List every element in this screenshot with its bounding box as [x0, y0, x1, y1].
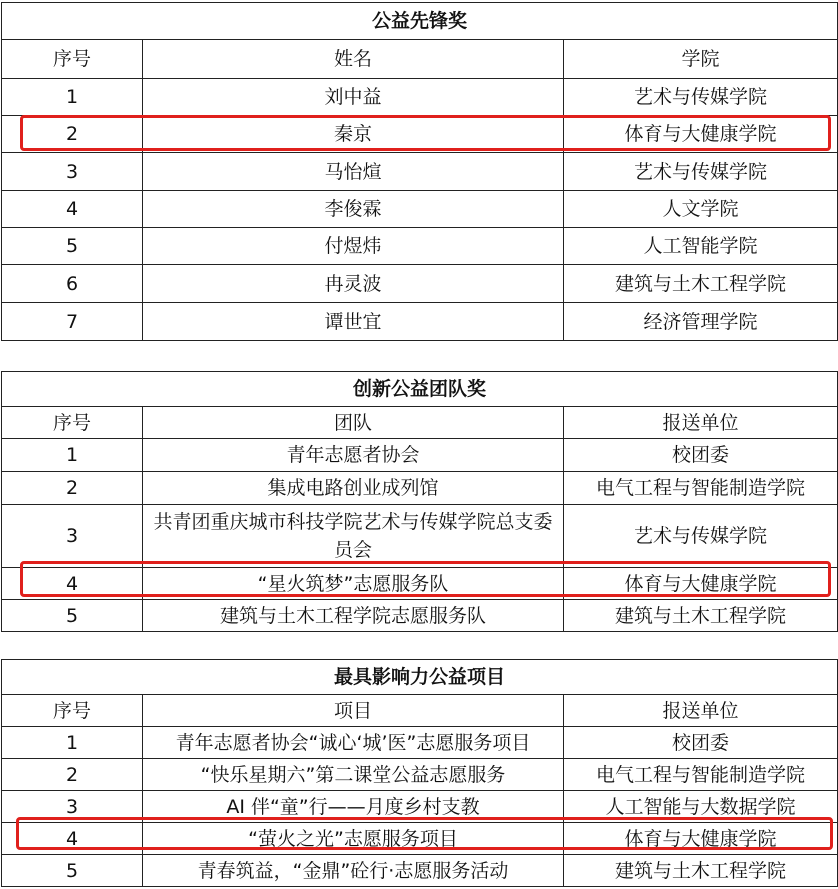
- table-cell: 艺术与传媒学院: [564, 153, 838, 191]
- column-header: 学院: [564, 40, 838, 79]
- table-row: [2, 505, 838, 568]
- table-cell: 7: [2, 303, 143, 341]
- table-cell: 秦京: [143, 116, 564, 153]
- column-header: 报送单位: [564, 695, 838, 727]
- table-cell: 马怡煊: [143, 153, 564, 191]
- table-cell: 3: [2, 153, 143, 191]
- table-cell: “快乐星期六”第二课堂公益志愿服务: [143, 759, 564, 791]
- table-title: 最具影响力公益项目: [2, 660, 838, 695]
- table-cell: 4: [2, 568, 143, 600]
- table-cell: 2: [2, 472, 143, 505]
- award-table-innovation-team: [1, 371, 838, 632]
- column-header: 团队: [143, 407, 564, 439]
- table-cell: 建筑与土木工程学院: [564, 265, 838, 303]
- table-row: [2, 265, 838, 303]
- table-cell: 6: [2, 265, 143, 303]
- table-row: [2, 191, 838, 228]
- table-cell: 人工智能学院: [564, 228, 838, 265]
- table-cell: 付煜炜: [143, 228, 564, 265]
- table-row: [2, 472, 838, 505]
- column-header: 报送单位: [564, 407, 838, 439]
- table-row: [2, 228, 838, 265]
- table-title: 公益先锋奖: [2, 3, 838, 40]
- column-header: 序号: [2, 407, 143, 439]
- table-title: 创新公益团队奖: [2, 372, 838, 407]
- table-cell: “星火筑梦”志愿服务队: [143, 568, 564, 600]
- table-cell: 校团委: [564, 439, 838, 472]
- table-cell: 青年志愿者协会“诚心‘城’医”志愿服务项目: [143, 727, 564, 759]
- table-row: [2, 568, 838, 600]
- table-cell: “萤火之光”志愿服务项目: [143, 823, 564, 855]
- table-cell: 电气工程与智能制造学院: [564, 472, 838, 505]
- table-cell: 电气工程与智能制造学院: [564, 759, 838, 791]
- table-cell: 冉灵波: [143, 265, 564, 303]
- table-cell: 5: [2, 855, 143, 887]
- table-cell: 3: [2, 505, 143, 568]
- table-row: [2, 855, 838, 887]
- table-cell: 5: [2, 228, 143, 265]
- table-cell: 艺术与传媒学院: [564, 505, 838, 568]
- award-table-influential-project: [1, 659, 838, 887]
- table-cell: 谭世宜: [143, 303, 564, 341]
- table-cell: 2: [2, 759, 143, 791]
- table-cell: 建筑与土木工程学院志愿服务队: [143, 600, 564, 632]
- table-cell: 体育与大健康学院: [564, 823, 838, 855]
- table-row: [2, 116, 838, 153]
- table-cell: 共青团重庆城市科技学院艺术与传媒学院总支委员会: [143, 505, 564, 568]
- table-cell: AI 伴“童”行——月度乡村支教: [143, 791, 564, 823]
- table-cell: 1: [2, 727, 143, 759]
- table-cell: 刘中益: [143, 79, 564, 116]
- table-cell: 经济管理学院: [564, 303, 838, 341]
- column-header: 姓名: [143, 40, 564, 79]
- table-row: [2, 303, 838, 341]
- table-cell: 李俊霖: [143, 191, 564, 228]
- table-row: [2, 600, 838, 632]
- table-cell: 人文学院: [564, 191, 838, 228]
- table-cell: 校团委: [564, 727, 838, 759]
- table-cell: 建筑与土木工程学院: [564, 855, 838, 887]
- table-cell: 3: [2, 791, 143, 823]
- table-row: [2, 727, 838, 759]
- table-cell: 集成电路创业成列馆: [143, 472, 564, 505]
- table-cell: 2: [2, 116, 143, 153]
- table-cell: 青春筑益，“金鼎”砼行·志愿服务活动: [143, 855, 564, 887]
- table-row: [2, 791, 838, 823]
- column-header: 项目: [143, 695, 564, 727]
- award-table-pioneer: [1, 2, 838, 341]
- table-cell: 建筑与土木工程学院: [564, 600, 838, 632]
- table-cell: 艺术与传媒学院: [564, 79, 838, 116]
- table-cell: 体育与大健康学院: [564, 568, 838, 600]
- column-header: 序号: [2, 40, 143, 79]
- table-cell: 人工智能与大数据学院: [564, 791, 838, 823]
- table-cell: 4: [2, 191, 143, 228]
- table-row: [2, 759, 838, 791]
- table-row: [2, 153, 838, 191]
- table-cell: 4: [2, 823, 143, 855]
- table-row: [2, 439, 838, 472]
- table-row: [2, 79, 838, 116]
- column-header: 序号: [2, 695, 143, 727]
- table-cell: 1: [2, 79, 143, 116]
- table-cell: 5: [2, 600, 143, 632]
- table-cell: 青年志愿者协会: [143, 439, 564, 472]
- table-row: [2, 823, 838, 855]
- table-cell: 1: [2, 439, 143, 472]
- table-cell: 体育与大健康学院: [564, 116, 838, 153]
